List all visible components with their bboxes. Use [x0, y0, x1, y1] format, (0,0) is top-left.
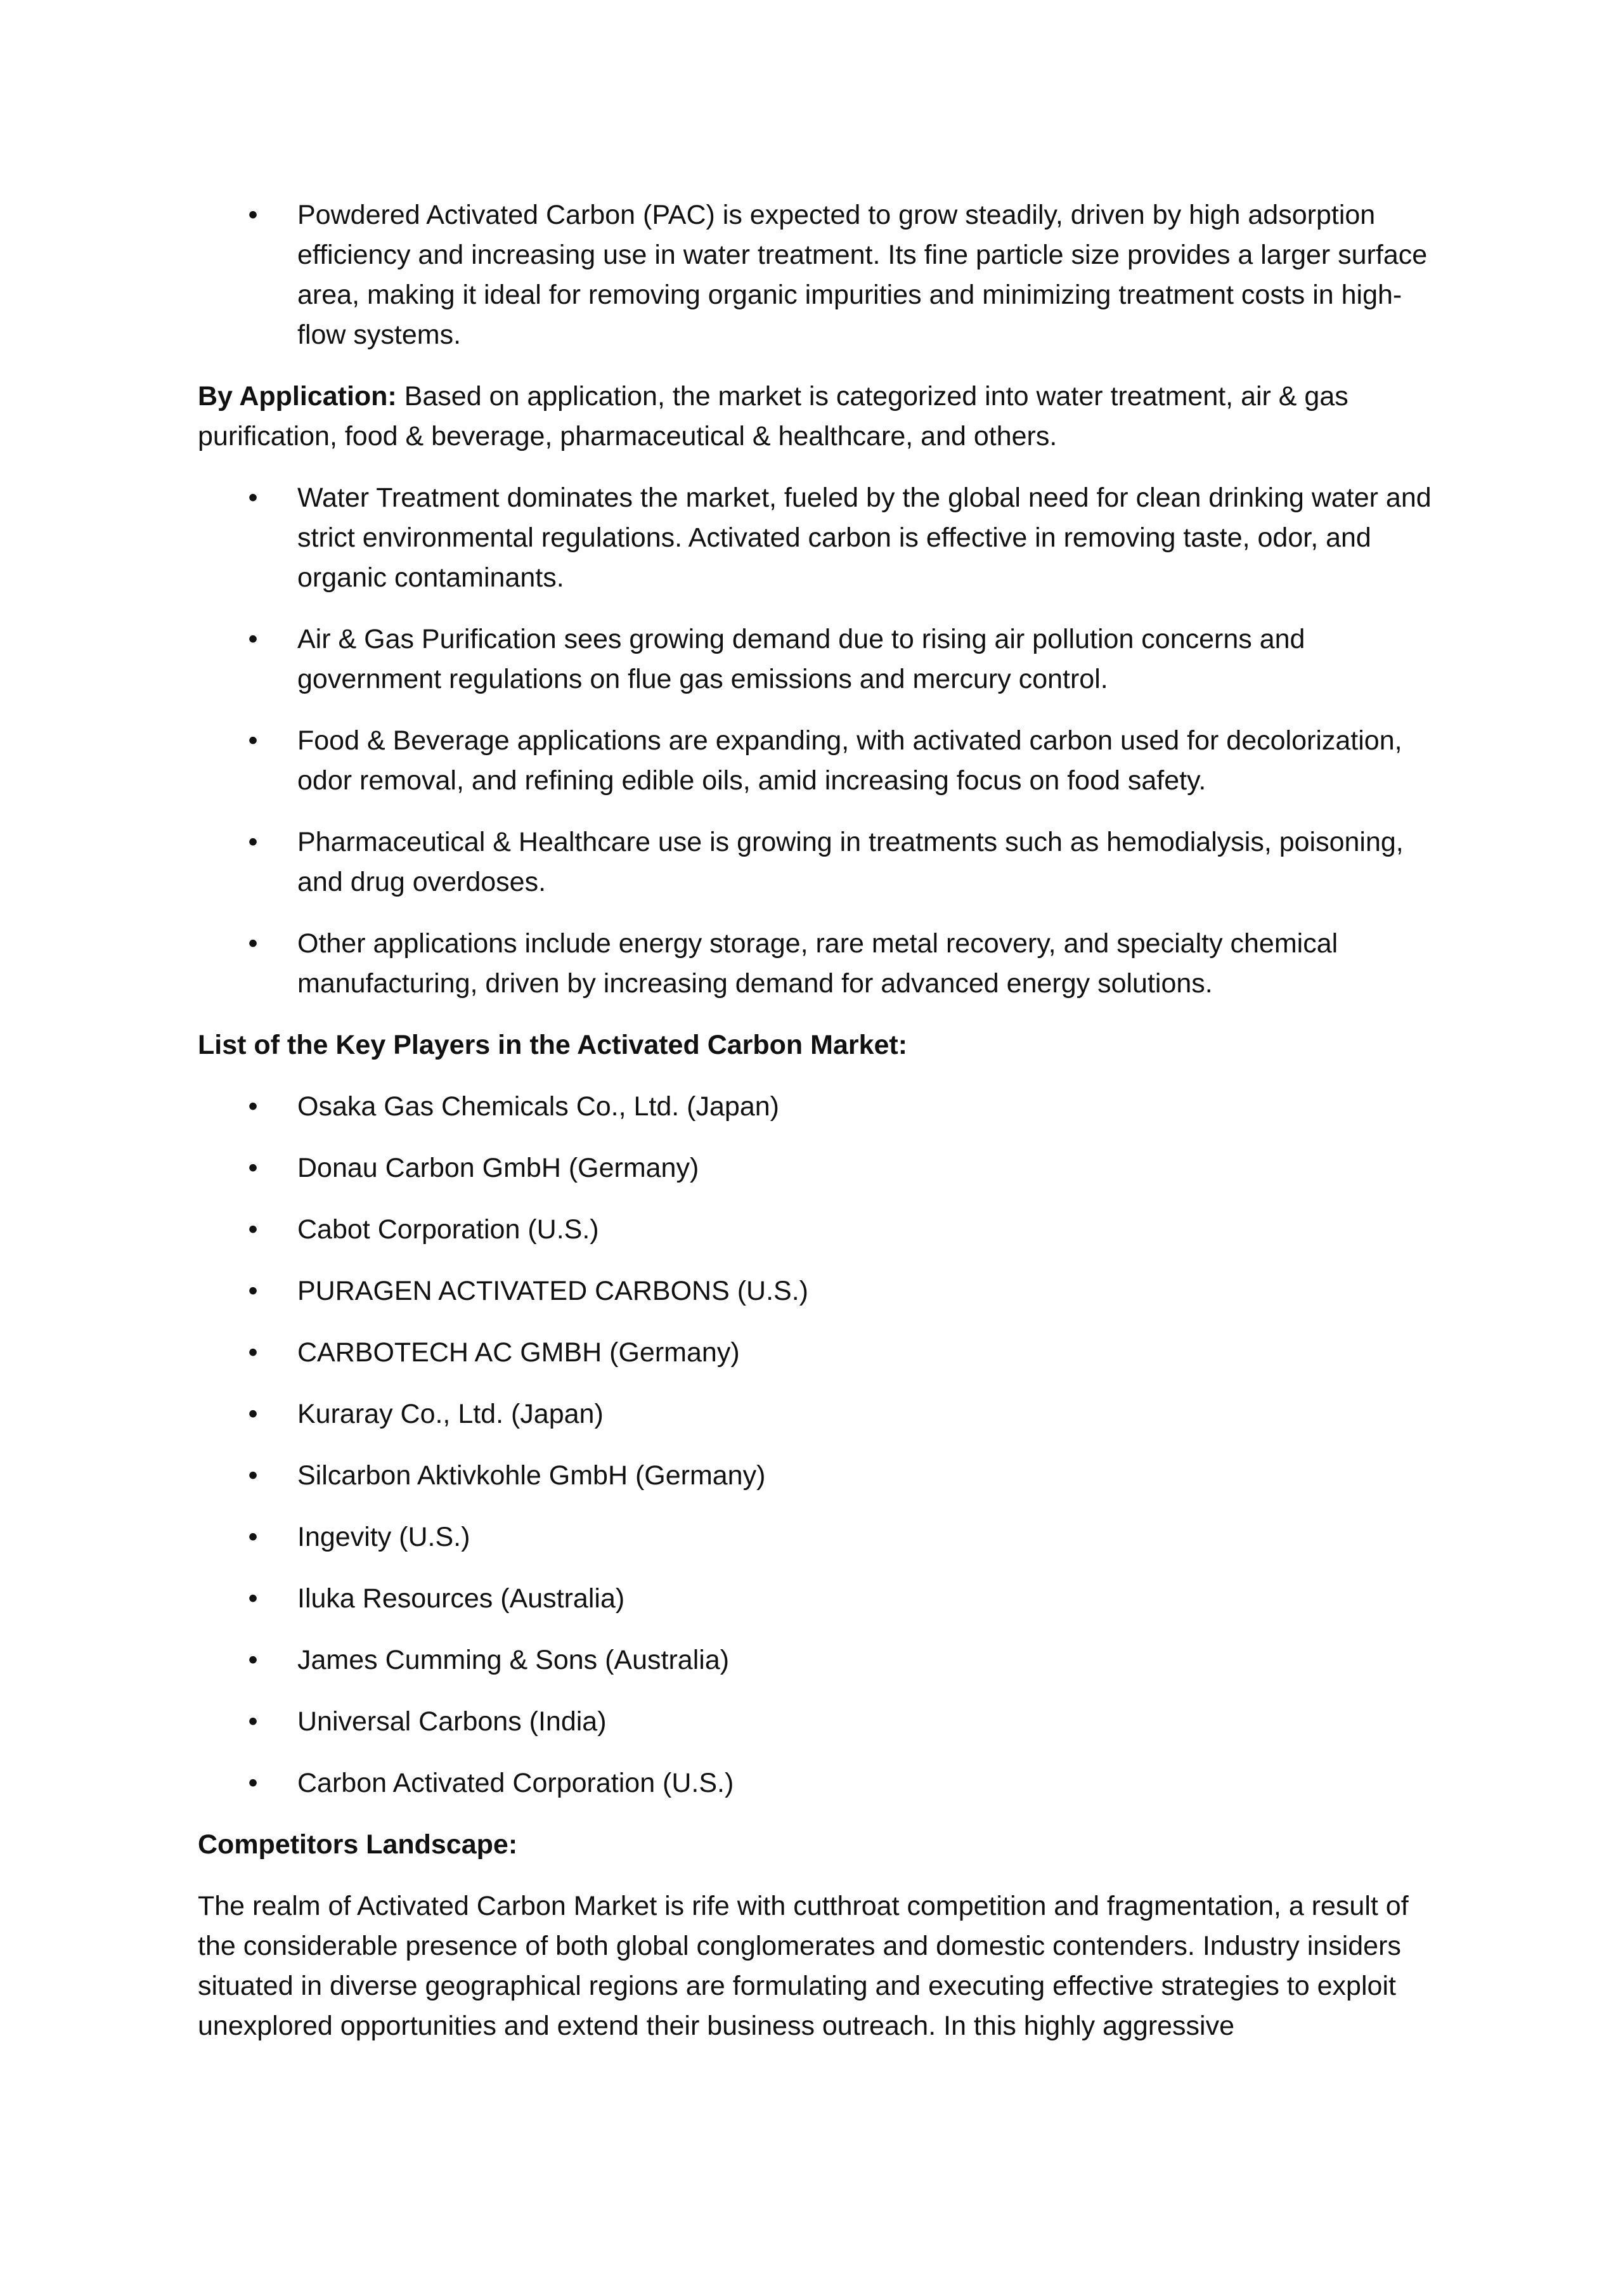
document-page — [198, 195, 1440, 2068]
bullet-icon: • — [248, 827, 258, 857]
list-item — [198, 1702, 1435, 1742]
list-item — [198, 1640, 1435, 1680]
list-item — [198, 1579, 1435, 1619]
list-item — [198, 1394, 1435, 1434]
list-item-text: Food & Beverage applications are expanding, with activated carbon used for decolorization, odor removal, and refining edible oils, amid increasing focus on food safety. — [297, 725, 1402, 796]
list-item-text: Osaka Gas Chemicals Co., Ltd. (Japan) — [297, 1091, 779, 1122]
list-item-text: Other applications include energy storage, rare metal recovery, and specialty chemical manufacturing, driven by increasing demand for advanced energy solutions. — [297, 928, 1338, 999]
list-item-text: Air & Gas Purification sees growing demand due to rising air pollution concerns and government regulations on flue gas emissions and mercury control. — [297, 624, 1305, 694]
bullet-icon: • — [248, 1276, 258, 1306]
list-item-text: Kuraray Co., Ltd. (Japan) — [297, 1399, 604, 1429]
list-item — [198, 1517, 1435, 1557]
bullet-icon: • — [248, 1214, 258, 1245]
key-players-heading: List of the Key Players in the Activated Carbon Market: — [198, 1030, 908, 1060]
list-item-text: James Cumming & Sons (Australia) — [297, 1645, 730, 1675]
bullet-icon: • — [248, 1337, 258, 1368]
list-item — [198, 1210, 1435, 1250]
key-players-list — [198, 1087, 1440, 1803]
by-application-paragraph — [198, 377, 1440, 457]
application-bullets — [198, 478, 1440, 1004]
bullet-icon: • — [248, 1522, 258, 1552]
by-application-text: Based on application, the market is categorized into water treatment, air & gas purification, food & beverage, pharmaceutical & healthcare, and others. — [198, 381, 1348, 451]
list-item — [198, 1456, 1435, 1496]
list-item-text: Iluka Resources (Australia) — [297, 1583, 625, 1614]
list-item — [198, 619, 1435, 699]
list-item-text: Donau Carbon GmbH (Germany) — [297, 1153, 699, 1183]
bullet-icon: • — [248, 483, 258, 513]
list-item-text: Pharmaceutical & Healthcare use is growing in treatments such as hemodialysis, poisoning, and drug overdoses. — [297, 827, 1404, 897]
bullet-icon: • — [248, 928, 258, 959]
bullet-icon: • — [248, 1583, 258, 1614]
list-item-text: PURAGEN ACTIVATED CARBONS (U.S.) — [297, 1276, 808, 1306]
list-item-text: Ingevity (U.S.) — [297, 1522, 470, 1552]
bullet-icon: • — [248, 1768, 258, 1798]
list-item — [198, 1333, 1435, 1373]
list-item — [198, 195, 1435, 355]
bullet-icon: • — [248, 1153, 258, 1183]
list-item-text: Carbon Activated Corporation (U.S.) — [297, 1768, 734, 1798]
product-type-bullets — [198, 195, 1440, 355]
bullet-icon: • — [248, 1706, 258, 1737]
bullet-icon: • — [248, 624, 258, 654]
list-item — [198, 1763, 1435, 1803]
bullet-icon: • — [248, 725, 258, 756]
competitors-heading: Competitors Landscape: — [198, 1829, 518, 1860]
bullet-icon: • — [248, 1460, 258, 1491]
by-application-label: By Application: — [198, 381, 397, 412]
list-item — [198, 478, 1435, 598]
list-item-text: CARBOTECH AC GMBH (Germany) — [297, 1337, 740, 1368]
list-item — [198, 1148, 1435, 1188]
bullet-icon: • — [248, 1399, 258, 1429]
bullet-icon: • — [248, 1091, 258, 1122]
bullet-icon: • — [248, 1645, 258, 1675]
list-item — [198, 822, 1435, 902]
list-item-text: Water Treatment dominates the market, fueled by the global need for clean drinking water and strict environmental regulations. Activated carbon is effective in removing taste, odor, and organic contaminants. — [297, 483, 1432, 593]
list-item — [198, 1271, 1435, 1311]
list-item — [198, 1087, 1435, 1127]
list-item — [198, 721, 1435, 801]
list-item-text: Powdered Activated Carbon (PAC) is expected to grow steadily, driven by high adsorption efficiency and increasing use in water treatment. Its fine particle size provides a larger surface area, making it ideal for removing organic impurities and minimizing treatment costs in high-flow systems. — [297, 200, 1428, 350]
competitors-paragraph: The realm of Activated Carbon Market is rife with cutthroat competition and fragmentation, a result of the considerable presence of both global conglomerates and domestic contenders. Industry insiders situated in diverse geographical regions are formulating and executing effective strategies to exploit unexplored opportunities and extend their business outreach. In this highly aggressive — [198, 1891, 1409, 2041]
list-item-text: Silcarbon Aktivkohle GmbH (Germany) — [297, 1460, 766, 1491]
list-item-text: Cabot Corporation (U.S.) — [297, 1214, 599, 1245]
bullet-icon: • — [248, 200, 258, 230]
list-item-text: Universal Carbons (India) — [297, 1706, 607, 1737]
list-item — [198, 924, 1435, 1004]
